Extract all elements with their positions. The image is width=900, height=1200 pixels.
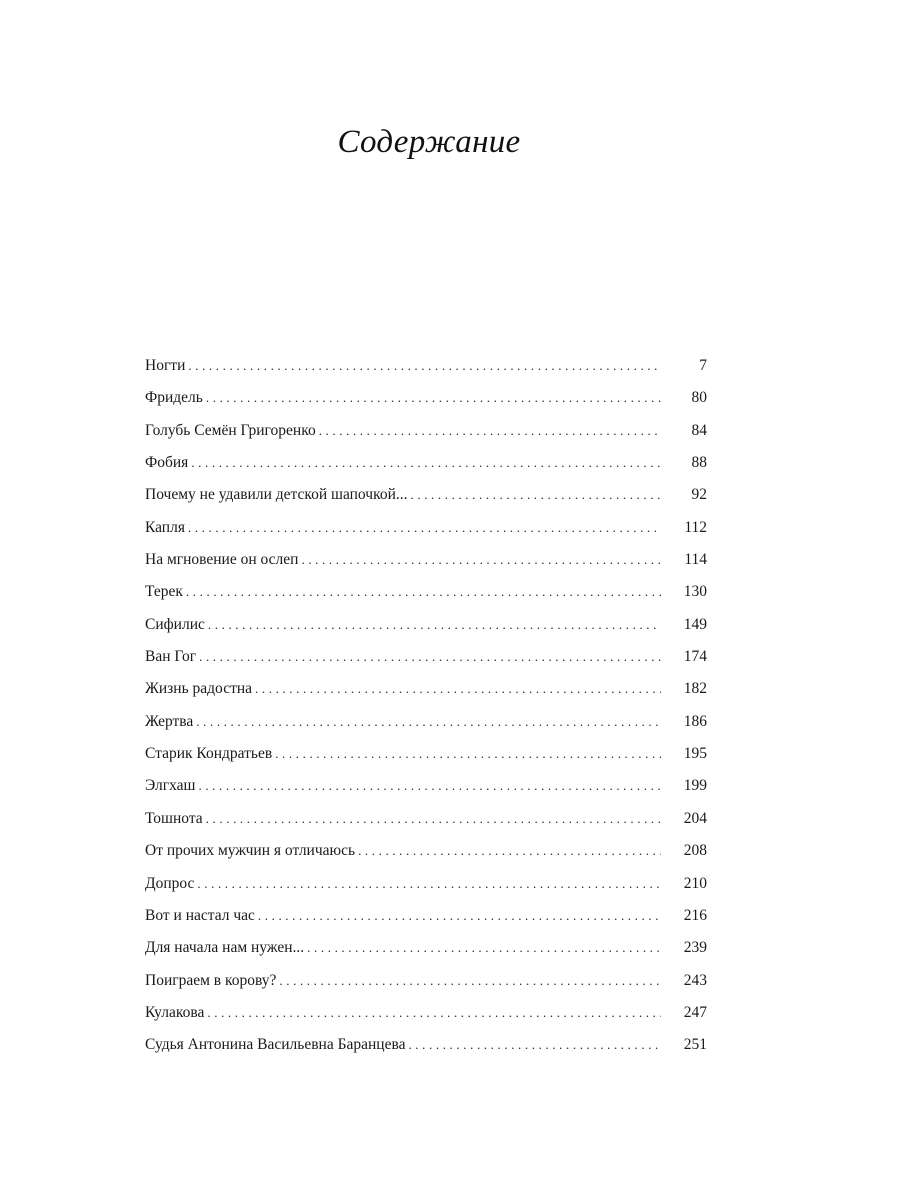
toc-entry-page: 210: [683, 874, 707, 892]
dot-leader: [206, 803, 661, 835]
page-title: Содержание: [337, 124, 521, 160]
toc-entry: [145, 544, 707, 576]
dot-leader: [197, 868, 661, 900]
toc-entry-page: 114: [684, 551, 707, 569]
toc-entry: [145, 512, 707, 544]
toc-entry-title: Жизнь радостна: [145, 680, 253, 698]
toc-entry: [145, 706, 707, 738]
toc-entry-title: Для начала нам нужен...: [145, 939, 305, 957]
dot-leader: [358, 835, 661, 867]
toc-entry: [145, 479, 707, 511]
toc-entry-page: 130: [683, 583, 707, 601]
toc-entry-page: 112: [684, 518, 707, 536]
toc-entry: [145, 641, 707, 673]
toc-entry: [145, 576, 707, 608]
toc-entry-title: От прочих мужчин я отличаюсь: [145, 842, 356, 860]
toc-entry: [145, 447, 707, 479]
toc-entry-title: Элгхаш: [145, 777, 196, 795]
dot-leader: [275, 738, 661, 770]
toc-entry-title: Фридель: [145, 389, 203, 407]
toc-entry: [145, 803, 707, 835]
dot-leader: [279, 965, 661, 997]
toc-entry-title: Тошнота: [145, 809, 203, 827]
toc-entry-title: Капля: [145, 518, 185, 536]
toc-entry: [145, 1029, 707, 1061]
dot-leader: [188, 350, 661, 382]
toc-entry-page: 174: [683, 648, 707, 666]
toc-entry: [145, 900, 707, 932]
dot-leader: [208, 609, 661, 641]
dot-leader: [198, 770, 661, 802]
toc-entry-title: Вот и настал час: [145, 906, 255, 924]
table-of-contents: [145, 350, 707, 1062]
toc-entry-page: 92: [691, 486, 707, 504]
toc-entry: [145, 609, 707, 641]
toc-entry-page: 251: [683, 1036, 707, 1054]
dot-leader: [196, 706, 661, 738]
toc-entry-page: 243: [683, 971, 707, 989]
toc-entry-title: Кулакова: [145, 1003, 205, 1021]
toc-entry-title: Ногти: [145, 357, 186, 374]
toc-entry: [145, 932, 707, 964]
toc-entry: [145, 415, 707, 447]
toc-entry-title: На мгновение он ослеп: [145, 551, 299, 569]
toc-entry-page: 186: [683, 712, 707, 730]
toc-entry-page: 208: [683, 842, 707, 860]
toc-entry-title: Судья Антонина Васильевна Баранцева: [145, 1036, 406, 1054]
dot-leader: [207, 997, 661, 1029]
dot-leader: [186, 576, 661, 608]
toc-entry-page: 239: [683, 939, 707, 957]
dot-leader: [255, 673, 661, 705]
toc-entry-title: Голубь Семён Григоренко: [145, 421, 316, 439]
dot-leader: [301, 544, 661, 576]
dot-leader: [411, 479, 662, 511]
toc-entry-title: Фобия: [145, 454, 189, 472]
dot-leader: [307, 932, 661, 964]
toc-entry: [145, 673, 707, 705]
toc-entry-title: Старик Кондратьев: [145, 745, 273, 763]
dot-leader: [191, 447, 661, 479]
toc-entry-page: 88: [691, 454, 707, 472]
toc-entry-page: 7: [699, 357, 707, 374]
toc-entry-title: Допрос: [145, 874, 195, 892]
toc-entry: [145, 382, 707, 414]
dot-leader: [408, 1029, 661, 1061]
dot-leader: [188, 512, 661, 544]
toc-entry: [145, 835, 707, 867]
toc-entry-page: 247: [683, 1003, 707, 1021]
dot-leader: [319, 415, 661, 447]
toc-entry-page: 195: [683, 745, 707, 763]
toc-entry-title: Поиграем в корову?: [145, 971, 277, 989]
toc-entry-title: Почему не удавили детской шапочкой...: [145, 486, 408, 504]
toc-entry-page: 216: [683, 906, 707, 924]
dot-leader: [199, 641, 661, 673]
toc-entry: [145, 770, 707, 802]
toc-entry: [145, 997, 707, 1029]
toc-entry-page: 199: [683, 777, 707, 795]
toc-entry-page: 149: [683, 615, 707, 633]
toc-entry: [145, 965, 707, 997]
toc-entry-title: Сифилис: [145, 615, 205, 633]
toc-entry-title: Ван Гог: [145, 648, 197, 666]
dot-leader: [258, 900, 661, 932]
toc-entry: [145, 868, 707, 900]
dot-leader: [206, 382, 661, 414]
toc-entry: [145, 350, 707, 382]
toc-entry-page: 204: [683, 809, 707, 827]
toc-entry-page: 84: [691, 421, 707, 439]
toc-entry-page: 80: [691, 389, 707, 407]
toc-entry-title: Жертва: [145, 712, 194, 730]
toc-entry-title: Терек: [145, 583, 183, 601]
toc-entry: [145, 738, 707, 770]
toc-entry-page: 182: [683, 680, 707, 698]
